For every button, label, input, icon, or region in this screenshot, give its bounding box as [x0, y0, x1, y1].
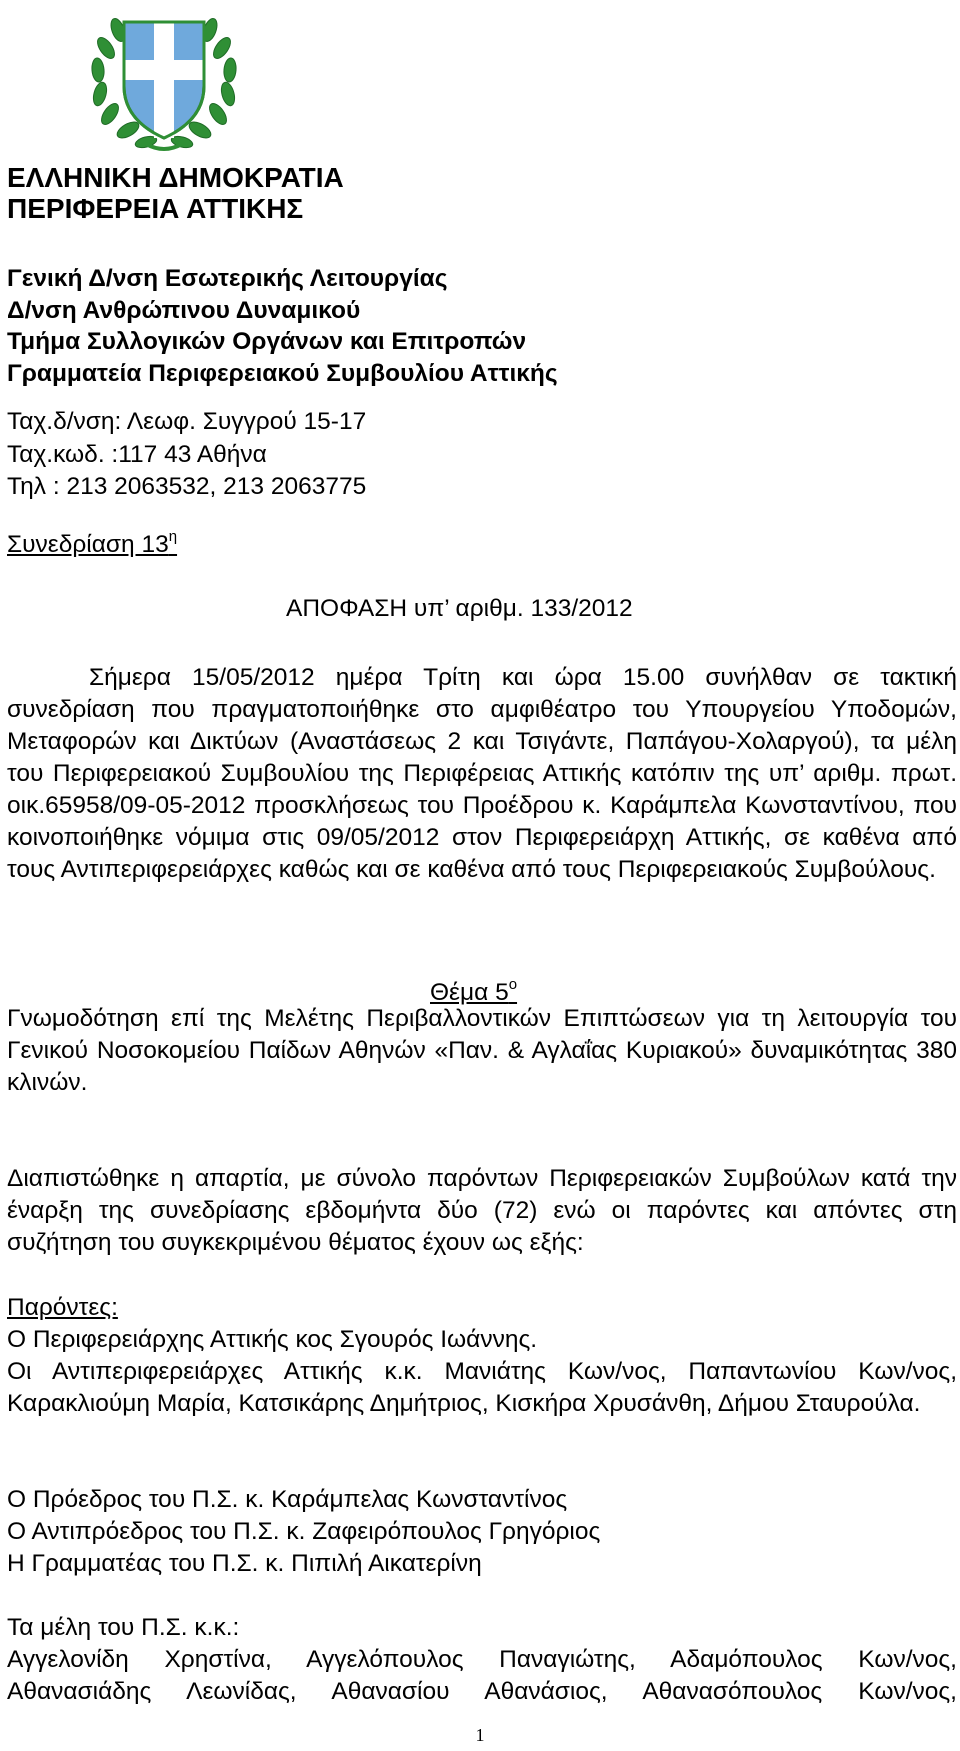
officer-line: Ο Πρόεδρος του Π.Σ. κ. Καράμπελας Κωνσταντίνος: [7, 1486, 568, 1513]
page-number: 1: [475, 1725, 485, 1745]
members-line: Αθανασιάδης Λεωνίδας, Αθανασίου Αθανάσιος, Αθανασόπουλος Κων/νος,: [7, 1678, 957, 1705]
present-label: Παρόντες:: [7, 1294, 118, 1321]
intro-paragraph: Σήμερα 15/05/2012 ημέρα Τρίτη και ώρα 15.00 συνήλθαν σε τακτική συνεδρίαση που πραγματοποιήθηκε στο αμφιθέατρο του Υπουργείου Υποδομών, Μεταφορών και Δικτύων (Αναστάσεως 2 και Τσιγάντε, Παπάγου-Χολαργού), τα μέλη του Περιφερειακού Συμβουλίου της Περιφέρειας Αττικής κατόπιν της υπ’ αριθμ. πρωτ. οικ.65958/09-05-2012 προσκλήσεως του Προέδρου κ. Καράμπελα Κωνσταντίνου, που κοινοποιήθηκε νόμιμα στις 09/05/2012 στον Περιφερειάρχη Αττικής, σε καθένα από τους Αντιπεριφερειάρχες καθώς και σε καθένα από τους Περιφερειακούς Συμβούλους.: [7, 664, 957, 883]
department-line: Γενική Δ/νση Εσωτερικής Λειτουργίας: [7, 265, 448, 292]
session-text: Συνεδρίαση 13: [7, 531, 169, 559]
session-superscript: η: [168, 528, 178, 545]
topic-text: Θέμα 5: [430, 979, 509, 1007]
decision-title: ΑΠΟΦΑΣΗ υπ’ αριθμ. 133/2012: [286, 595, 633, 622]
region-heading: ΠΕΡΙΦΕΡΕΙΑ ΑΤΤΙΚΗΣ: [7, 193, 304, 224]
greek-coat-of-arms-icon: [88, 8, 240, 156]
present-block: [7, 1292, 957, 1420]
phone-line: Τηλ : 213 2063532, 213 2063775: [7, 473, 367, 500]
address-block: [7, 406, 366, 504]
officer-line: Ο Αντιπρόεδρος του Π.Σ. κ. Ζαφειρόπουλος Γρηγόριος: [7, 1518, 601, 1545]
department-block: [7, 263, 558, 389]
address-line: Ταχ.κωδ. :117 43 Αθήνα: [7, 440, 267, 468]
deputies-paragraph: Οι Αντιπεριφερειάρχες Αττικής κ.κ. Μανιάτης Κων/νος, Παπαντωνίου Κων/νος, Καρακλιούμη Μαρία, Κατσικάρης Δημήτριος, Κισκήρα Χρυσάνθη, Δήμου Σταυρούλα.: [7, 1358, 957, 1417]
governor-line: Ο Περιφερειάρχης Αττικής κος Σγουρός Ιωάννης.: [7, 1326, 538, 1353]
department-line: Γραμματεία Περιφερειακού Συμβουλίου Αττικής: [7, 359, 558, 387]
officer-line: Η Γραμματέας του Π.Σ. κ. Πιπιλή Αικατερίνη: [7, 1550, 482, 1577]
topic-superscript: ο: [508, 976, 518, 993]
country-heading: ΕΛΛΗΝΙΚΗ ΔΗΜΟΚΡΑΤΙΑ: [7, 162, 344, 193]
session-label: [7, 524, 177, 560]
quorum-paragraph: Διαπιστώθηκε η απαρτία, με σύνολο παρόντων Περιφερειακών Συμβούλων κατά την έναρξη της συνεδρίασης εβδομήντα δύο (72) ενώ οι παρόντες και απόντες στη συζήτηση του συγκεκριμένου θέματος έχουν ως εξής:: [7, 1165, 957, 1256]
members-block: [7, 1612, 957, 1708]
department-line: Τμήμα Συλλογικών Οργάνων και Επιτροπών: [7, 328, 527, 355]
members-line: Αγγελονίδη Χρηστίνα, Αγγελόπουλος Παναγιώτης, Αδαμόπουλος Κων/νος,: [7, 1646, 957, 1673]
topic-description: Γνωμοδότηση επί της Μελέτης Περιβαλλοντικών Επιπτώσεων για τη λειτουργία του Γενικού Νοσοκομείου Παίδων Αθηνών «Παν. & Αγλαΐας Κυριακού» δυναμικότητας 380 κλινών.: [7, 1005, 957, 1096]
address-line: Ταχ.δ/νση: Λεωφ. Συγγρού 15-17: [7, 408, 367, 435]
officers-block: [7, 1484, 957, 1580]
department-line: Δ/νση Ανθρώπινου Δυναμικού: [7, 296, 361, 324]
members-label: Τα μέλη του Π.Σ. κ.κ.:: [7, 1614, 240, 1641]
